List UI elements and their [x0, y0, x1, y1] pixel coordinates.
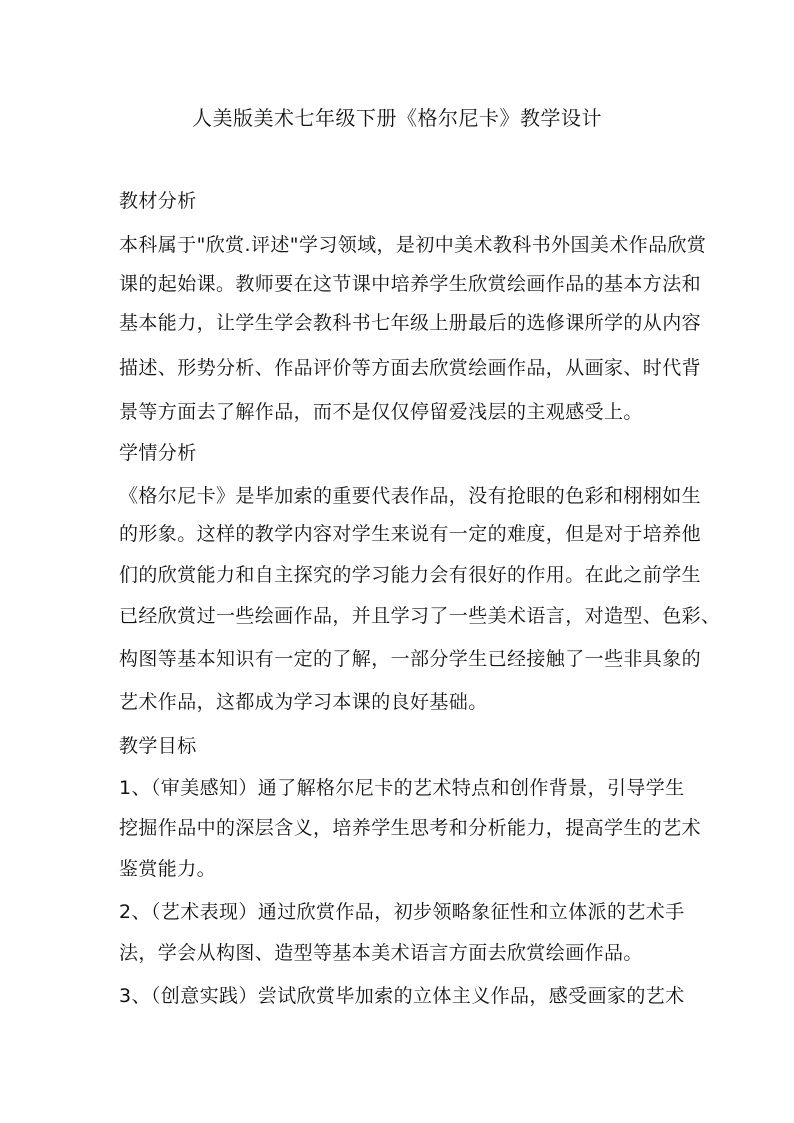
paragraph-line: 《格尔尼卡》是毕加索的重要代表作品，没有抢眼的色彩和栩栩如生	[119, 485, 702, 507]
paragraph-line: 艺术作品，这都成为学习本课的良好基础。	[119, 691, 488, 713]
section-heading-objectives: 教学目标	[119, 735, 197, 757]
objective-line: 挖掘作品中的深层含义，培养学生思考和分析能力，提高学生的艺术	[119, 817, 702, 839]
objective-line: 法，学会从构图、造型等基本美术语言方面去欣赏绘画作品。	[119, 942, 643, 964]
section-heading-materials: 教材分析	[119, 190, 197, 212]
paragraph-line: 构图等基本知识有一定的了解，一部分学生已经接触了一些非具象的	[119, 648, 702, 670]
objective-line: 1、（审美感知）通了解格尔尼卡的艺术特点和创作背景，引导学生	[119, 777, 685, 799]
paragraph-line: 的形象。这样的教学内容对学生来说有一定的难度，但是对于培养他	[119, 523, 702, 545]
objective-line: 2、（艺术表现）通过欣赏作品，初步领略象征性和立体派的艺术手	[119, 901, 685, 923]
document-title: 人美版美术七年级下册《格尔尼卡》教学设计	[192, 106, 602, 130]
paragraph-line: 们的欣赏能力和自主探究的学习能力会有很好的作用。在此之前学生	[119, 564, 702, 586]
objective-line: 鉴赏能力。	[119, 858, 217, 880]
paragraph-line: 描述、形势分析、作品评价等方面去欣赏绘画作品，从画家、时代背	[119, 357, 702, 379]
paragraph-line: 课的起始课。教师要在这节课中培养学生欣赏绘画作品的基本方法和	[119, 273, 702, 295]
objective-line: 3、（创意实践）尝试欣赏毕加索的立体主义作品，感受画家的艺术	[119, 985, 685, 1007]
paragraph-line: 已经欣赏过一些绘画作品，并且学习了一些美术语言，对造型、色彩、	[119, 605, 721, 627]
section-heading-students: 学情分析	[119, 442, 197, 464]
paragraph-line: 基本能力，让学生学会教科书七年级上册最后的选修课所学的从内容	[119, 312, 702, 334]
paragraph-line: 本科属于"欣赏.评述"学习领域，是初中美术教科书外国美术作品欣赏	[119, 234, 707, 256]
paragraph-line: 景等方面去了解作品，而不是仅仅停留爱浅层的主观感受上。	[119, 401, 643, 423]
